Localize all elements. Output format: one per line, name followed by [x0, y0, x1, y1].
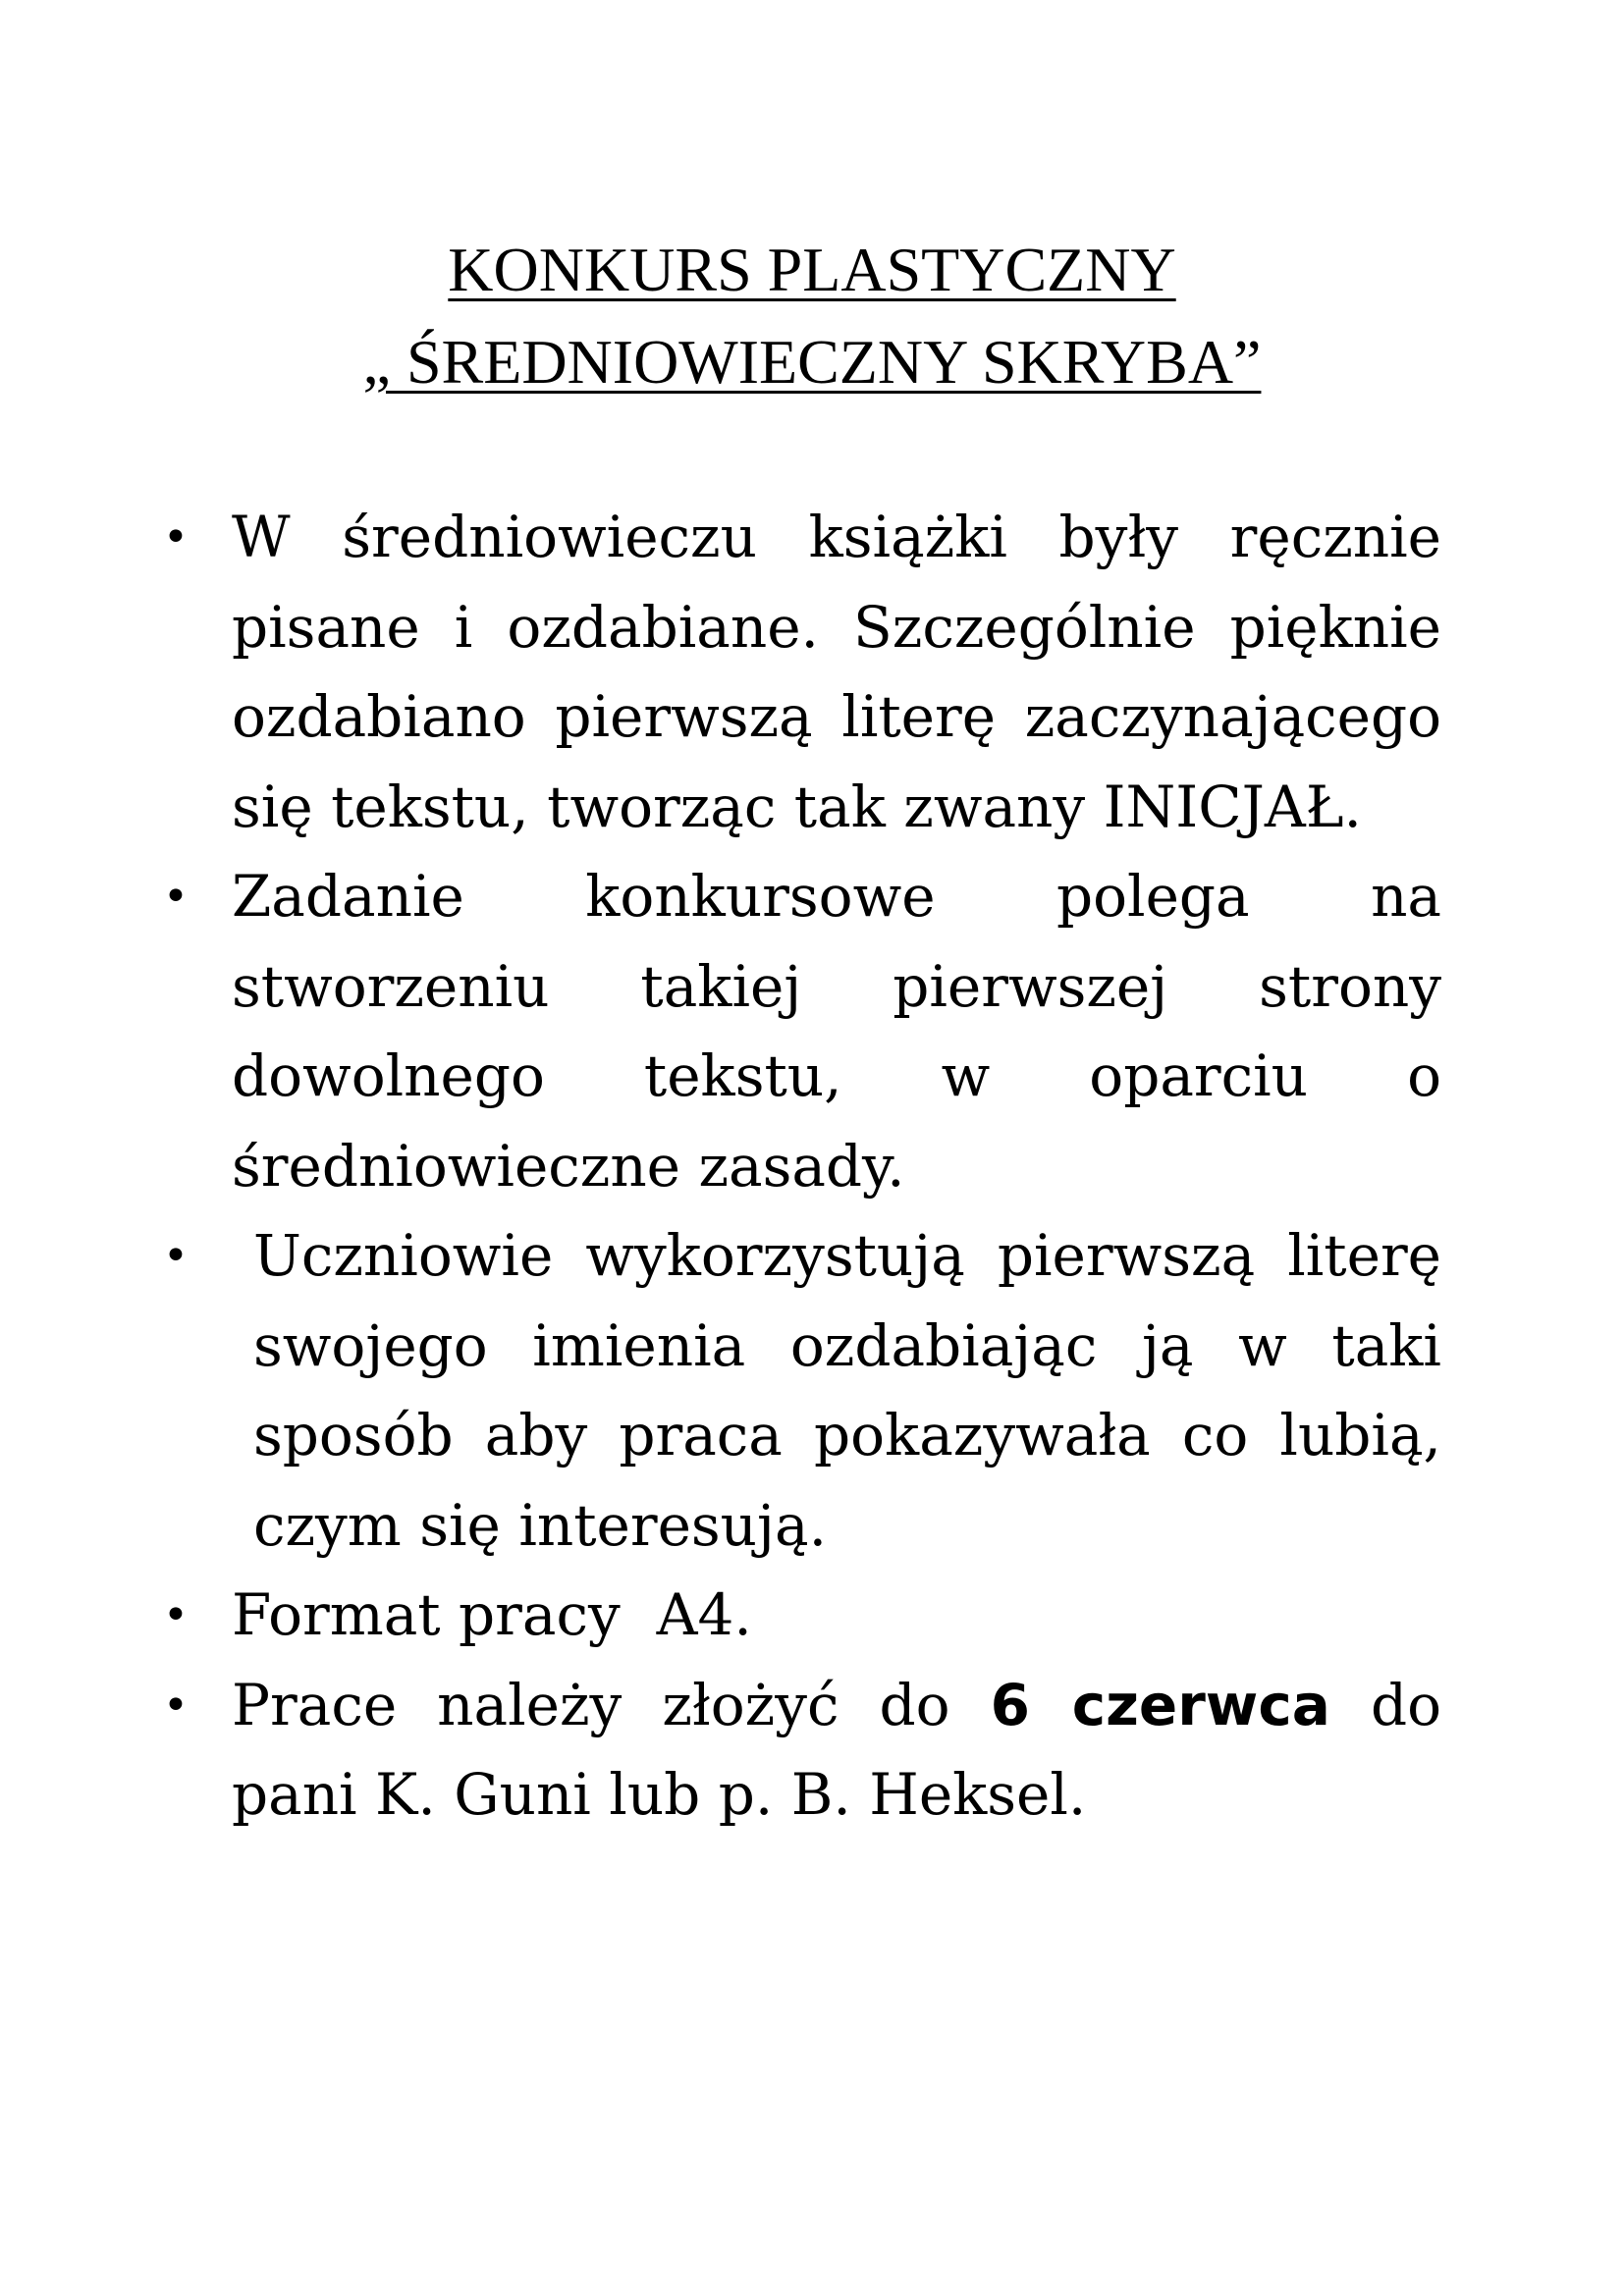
list-item-text: Zadanie konkursowe polega na stworzeniu takiej pierwszej strony dowolnego tekstu, w oparciu o średniowieczne zasady.	[232, 863, 1441, 1200]
title-line-2-text: „ ŚREDNIOWIECZNY SKRYBA”	[362, 327, 1262, 397]
list-item-text: Format pracy A4.	[232, 1581, 752, 1648]
deadline-date: 6 czerwca	[990, 1671, 1330, 1738]
title-line-1-text: KONKURS PLASTYCZNY	[448, 235, 1176, 304]
list-item	[157, 1211, 1441, 1571]
bullet-icon: •	[163, 872, 189, 922]
title-line-2	[0, 316, 1624, 408]
bullet-icon: •	[163, 1680, 189, 1731]
list-item	[157, 493, 1441, 852]
list-item-text: Uczniowie wykorzystują pierwszą literę swojego imienia ozdabiając ją w taki sposób aby praca pokazywała co lubią, czym się interesują.	[253, 1222, 1441, 1559]
list-item-text-after: do pani K. Guni lub p. B. Heksel.	[232, 1671, 1460, 1828]
list-item-text: W średniowieczu książki były ręcznie pisane i ozdabiane. Szczególnie pięknie ozdabiano pierwszą literę zaczynającego się tekstu, tworząc tak zwany INICJAŁ.	[232, 504, 1441, 840]
list-item	[157, 852, 1441, 1211]
list-item	[157, 1571, 1441, 1661]
bullet-icon: •	[163, 1590, 189, 1640]
bullet-icon: •	[163, 1231, 189, 1281]
bullet-icon: •	[163, 512, 189, 562]
document-title	[0, 224, 1624, 408]
document-body	[157, 493, 1460, 1841]
list-item-text-before: Prace należy złożyć do	[232, 1671, 991, 1738]
bullet-list	[157, 493, 1460, 1841]
title-line-1	[0, 224, 1624, 316]
list-item	[157, 1661, 1460, 1841]
